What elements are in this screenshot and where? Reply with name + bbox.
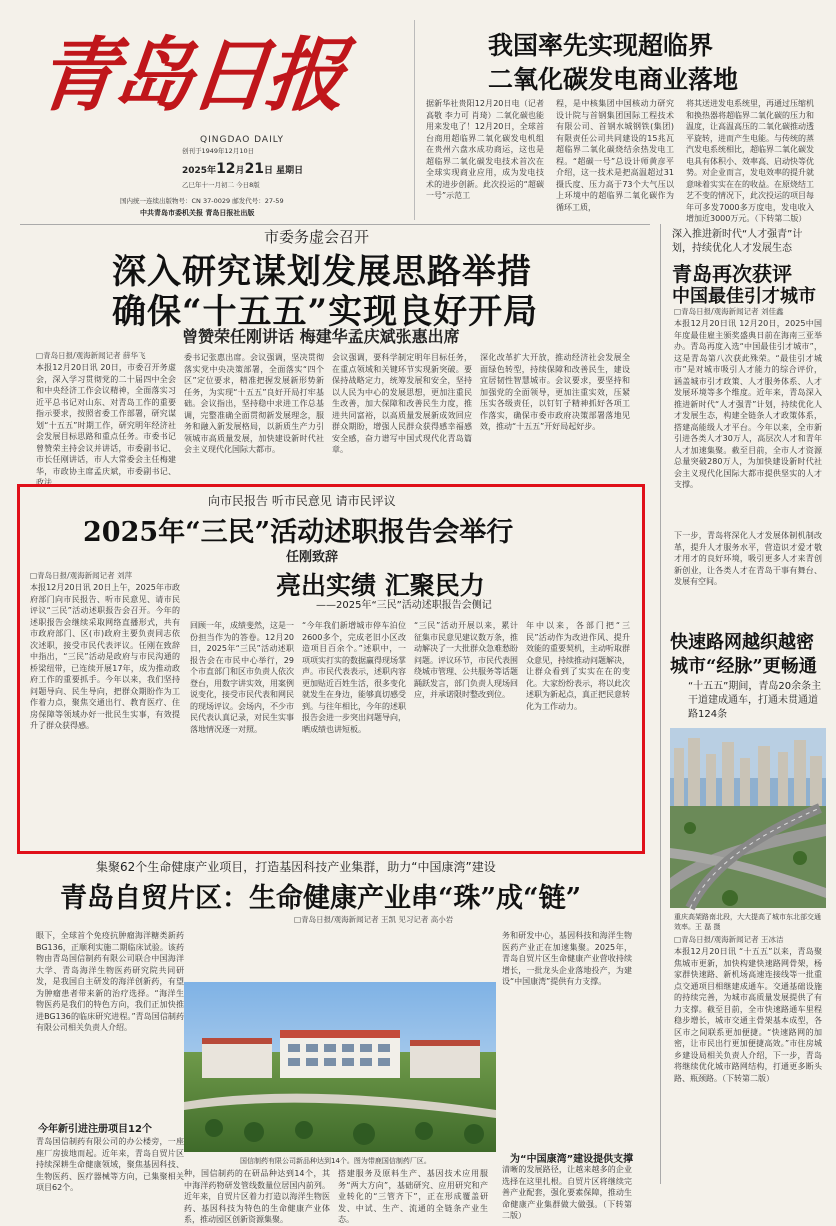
factory-photo-illustration bbox=[184, 982, 496, 1152]
bottom-title: 青岛自贸片区：生命健康产业串“珠”成“链” bbox=[60, 883, 582, 914]
road-body: 本报12月20日讯 “十五五”以来，青岛聚焦城市更新，加快构建快速路网骨架，杨家群快速路、新机场高速连接线等一批重点交通项目相继建成通车。交通基础设施的持续完善，为城市高质量发展提供了有力支撑。截至目前，全市快速路通车里程稳步增长，城市交通主骨架基本成型，各区市之间联系更加便捷。“快速路网的加密，让市民出行更加便捷高效。”市住房城乡建设局相关负责人介绍，下一步，青岛将继续优化城市路网结构，打通更多断头路、瓶颈路。（下转第二版） bbox=[674, 947, 822, 1083]
bottom-byline: □青岛日报/观海新闻记者 王凯 见习记者 高小岩 bbox=[294, 915, 454, 924]
bottom-column-4b: 清晰的发展路径，让越来越多的企业选择在这里扎根。自贸片区将继续完善产业配套，强化要素保障，推动生命健康产业集群做大做强。（下转第二版） bbox=[502, 1165, 632, 1220]
highlight-byline: □青岛日报/观海新闻记者 刘萍 bbox=[30, 571, 132, 580]
lunar-date: 乙巳年十一月初二 今日8版 bbox=[182, 181, 260, 189]
talent-byline: □青岛日报/观海新闻记者 刘佳鑫 bbox=[674, 307, 784, 316]
top-story-title-line1: 我国率先实现超临界 bbox=[488, 31, 714, 60]
lead-title-line2: 确保“十五五”实现良好开局 bbox=[112, 292, 539, 332]
commentary-title: 亮出实绩 汇聚民力 bbox=[276, 571, 485, 600]
lead-column-1: 本报12月20日讯 20日，市委召开务虚会，深入学习贯彻党的二十届四中全会和中央经济工作会议精神，全面落实习近平总书记对山东、对青岛工作的重要指示要求，按照省委工作部署，研究谋划“十五五”时期工作，研究明年经济社会发展目标思路和重点任务。市委书记曾赞荣主持会议并讲话，市委副书记、市长任刚讲话，市人大常委会主任梅建华，市政协主席孟庆斌，市委副书记、政法 bbox=[36, 363, 176, 487]
talent-title-line2: 中国最佳引才城市 bbox=[672, 286, 816, 307]
top-story-column-2: 程，是中核集团中国核动力研究设计院与首钢集团国际工程技术有限公司、首钢水城钢铁(集团)有限责任公司共同建设的15兆瓦超临界二氧化碳烧结余热发电工程。“超碳一号”总设计师黄彦平介绍，这一技术是把高温超过31摄氏度、压力高于73个大气压以上环境中的超临界二氧化碳作为循环工质， bbox=[556, 99, 674, 212]
top-story-column-3: 将其送进发电系统里，再通过压缩机和换热器将超临界二氧化碳的压力和温度，让高温高压的二氧化碳推动透平旋转，进而产生电能。与传统的蒸汽发电系统相比，超临界二氧化碳发电具有体积小、效率高、启动快等优势。对企业而言，发电效率的提升就意味着实实在在的收益。在原烧结工艺不变的情况下，此次投运的项目每年可多发7000多万度电，发电收入增加近3000万元。（下转第二版） bbox=[686, 99, 814, 223]
talent-kicker: 深入推进新时代“人才强青”计划，持续优化人才发展生态 bbox=[672, 229, 803, 254]
road-story[interactable] bbox=[668, 628, 828, 1188]
talent-body-2: 下一步，青岛将深化人才发展体制机制改革，提升人才服务水平，营造识才爱才敬才用才的良好环境，吸引更多人才来青创新创业，让各类人才在青岛干事有舞台、发展有空间。 bbox=[674, 531, 822, 586]
road-title-line1: 快速路网越织越密 bbox=[670, 632, 814, 653]
issue-date bbox=[182, 161, 332, 177]
issue-info bbox=[182, 146, 332, 189]
lead-column-2: 委书记张惠出席。会议强调，坚决贯彻落实党中央决策部署，全面落实“四个区”定位要求，精准把握发展新形势新任务，为实现“十五五”良好开局打牢基础。会议指出，坚持稳中求进工作总基调，完整准确全面贯彻新发展理念，服务和融入新发展格局，以新质生产力引领城市高质量发展，加快建设新时代社会主义现代化国际大都市。 bbox=[184, 353, 324, 454]
highlight-title: 2025年“三民”活动述职报告会举行 bbox=[83, 517, 514, 548]
commentary-column-1: 回顾一年，成绩斐然，这是一份担当作为的答卷。12月20日，2025年“三民”活动述职报告会在市民中心举行，29个市直部门和区市负责人依次登台，用数字讲实效，用案例说变化，接受市民代表和网民的现场评议。会场内，不少市民代表认真记录，对民生实事落地情况逐一对照。 bbox=[190, 621, 294, 734]
bottom-column-1b: 青岛国信制药有限公司的办公楼旁，一座座厂房拔地而起。近年来，青岛自贸片区持续深耕生命健康领域，聚焦基因科技、生物医药、医疗器械等方向，已集聚相关项目62个。 bbox=[36, 1137, 184, 1192]
road-byline: □青岛日报/观海新闻记者 王冰洁 bbox=[674, 935, 784, 944]
bottom-subhead: 今年新引进注册项目12个 bbox=[38, 1124, 152, 1135]
talent-body: 本报12月20日讯 12月20日，2025中国年度最佳雇主颁奖盛典日前在海南三亚举办。青岛再度入选“中国最佳引才城市”，这是青岛第八次获此殊荣。“最佳引才城市”是对城市吸引人才能力的综合评价，涵盖城市引才政策、人才服务体系、人才发展环境等多个维度。近年来，青岛深入推进新时代“人才强青”计划，持续优化人才发展生态，构建全链条人才政策体系，搭建高能级人才平台。今年以来，全市新引进各类人才30万人，高层次人才和青年人才加速集聚。截至目前，全市人才资源总量突破280万人，为加快建设新时代社会主义现代化国际大都市提供坚实的人才支撑。 bbox=[674, 319, 822, 489]
bottom-subhead-2: 为“中国康湾”建设提供支撑 bbox=[510, 1154, 634, 1165]
issue-month: 12 bbox=[216, 161, 236, 177]
top-story[interactable] bbox=[426, 20, 816, 223]
founded-date: 创刊于1949年12月10日 bbox=[182, 147, 255, 155]
highway-photo-illustration bbox=[670, 728, 826, 908]
publisher-line: 中共青岛市委机关报 青岛日报社出版 bbox=[140, 209, 255, 217]
issue-weekday: 日 星期日 bbox=[264, 166, 304, 176]
photo-caption: 国信制药有限公司新品种达到14个。图为带鹿国信制药厂区。 bbox=[240, 1157, 431, 1165]
bottom-column-3: 搭建服务及原料生产、基因技术应用服务“两大方向”，基础研究、应用研究和产业转化的“三管齐下”，正在形成覆盖研发、中试、生产、流通的全链条产业生态。 bbox=[338, 1169, 488, 1224]
highlight-subtitle: 任刚致辞 bbox=[286, 550, 339, 565]
bottom-kicker: 集聚62个生命健康产业项目，打造基因科技产业集群，助力“中国康湾”建设 bbox=[96, 860, 496, 874]
lead-kicker: 市委务虚会召开 bbox=[264, 228, 370, 246]
bottom-column-4: 务和研发中心，基因科技和海洋生物医药产业正在加速集聚。2025年，青岛自贸片区生命健康产业营收持续增长，一批龙头企业落地投产，为建设“中国康湾”提供有力支撑。 bbox=[502, 931, 632, 986]
bottom-column-1: 眼下，全球首个免疫抗肿瘤海洋糖类新药BG136，正顺利实施二期临床试验。该药物由青岛国信制药有限公司联合中国海洋大学、青岛海洋生物医药研究院共同研发，是我国自主研发的海洋创新药，有望为肿瘤患者带来新的治疗选择。“海洋生物医药是我们的特色方向，我们正加快推进BG136的临床研究进程。”青岛国信制药有限公司相关负责人介绍。 bbox=[36, 931, 184, 1032]
commentary-subtitle: ——2025年“三民”活动述职报告会侧记 bbox=[316, 600, 492, 611]
lead-byline: □青岛日报/观海新闻记者 薛华飞 bbox=[36, 351, 146, 360]
cn-number: 国内统一连续出版物号：CN 37-0029 邮发代号：27-59 bbox=[120, 197, 284, 205]
issue-day: 21 bbox=[244, 161, 265, 177]
issue-month-unit: 月 bbox=[235, 166, 245, 176]
newspaper-logo: 青岛日报 bbox=[33, 28, 347, 122]
bottom-story[interactable] bbox=[20, 858, 650, 1224]
road-photo-caption: 重庆高架路南北段，大大提高了城市东北部交通效率。王 磊 摄 bbox=[674, 913, 821, 931]
commentary-column-2: “今年我们新增城市停车泊位2600多个，完成老旧小区改造项目百余个。”述职中，一项项实打实的数据赢得现场掌声。市民代表表示，述职内容更加贴近百姓生活，很多变化就发生在身边，能够真切感受到。与往年相比，今年的述职报告会进一步突出问题导向，晒成绩也讲短板。 bbox=[302, 621, 406, 734]
top-story-column-1: 据新华社贵阳12月20日电（记者 高敬 李力可 肖琦）二氧化碳也能用来发电了！12月20日，全球首台商用超临界二氧化碳发电机组在贵州六盘水成功商运，这也是超临界二氧化碳发电技术首次在全球实现商业应用，成为发电技术的进步创新。此次投运的“超碳一号”示范工 bbox=[426, 99, 544, 200]
bottom-column-2: 种，国信制药的在研品种达到14个，其中海洋药物研发管线数量位居国内前列。近年来，自贸片区着力打造以海洋生物医药、基因科技为特色的生命健康产业体系，推动园区创新资源集聚。 bbox=[184, 1169, 330, 1224]
commentary-column-3: “三民”活动开展以来，累计征集市民意见建议数万条，推动解决了一大批群众急难愁盼问题。评议环节，市民代表围绕城市管理、公共服务等话题踊跃发言，部门负责人现场回应，并承诺限时整改到位。 bbox=[414, 621, 518, 699]
lead-column-4: 深化改革扩大开放，推动经济社会发展全面绿色转型，持续保障和改善民生，建设宜居韧性智慧城市。会议要求，要坚持和加强党的全面领导，更加注重实效，压紧压实各级责任，以钉钉子精神抓好各项工作落实，确保市委市政府决策部署落地见效，推动“十五五”开好局起好步。 bbox=[480, 353, 630, 431]
road-deck: “十五五”期间，青岛20余条主干道建成通车，打通未贯通道路124条 bbox=[688, 681, 822, 720]
lead-column-3: 会议强调，要科学制定明年目标任务，在重点领域和关键环节实现新突破。要保持战略定力，统筹发展和安全，坚持以人民为中心的发展思想，更加注重民生改善，加大保障和改善民生力度，推进共同富裕，以高质量发展新成效回应群众期盼，增强人民群众获得感幸福感安全感，奋力谱写中国式现代化青岛篇章。 bbox=[332, 353, 472, 454]
factory-photo bbox=[184, 982, 496, 1152]
issue-year: 2025年 bbox=[182, 166, 217, 176]
road-title-line2: 城市“经脉”更畅通 bbox=[670, 656, 817, 677]
highlight-left-column: 本报12月20日讯 20日上午，2025年市政府部门向市民报告、听市民意见、请市民评议“三民”活动述职报告会召开。今年的述职报告会继续采取网络直播形式，共有市政府部门、区(市)政府主要负责同志依次述职，接受市民代表评议。任刚在致辞中指出，“三民”活动是政府与市民沟通的桥梁纽带，已连续开展17年，成为推动政府工作的重要抓手。今年以来，我们坚持问题导向、民生导向，把群众期盼作为工作着力点，聚焦交通出行、教育医疗、住房保障等领域办好一批民生实事，有效提升了群众获得感。 bbox=[30, 583, 180, 730]
highlight-story[interactable] bbox=[28, 490, 634, 842]
commentary-column-4: 年中以来，各部门把“三民”活动作为改进作风、提升效能的重要契机，主动听取群众意见，持续推动问题解决，让群众看到了实实在在的变化。大家纷纷表示，将以此次述职为新起点，真正把民意转化为工作动力。 bbox=[526, 621, 630, 711]
lead-subtitle: 曾赞荣任刚讲话 梅建华孟庆斌张惠出席 bbox=[182, 327, 460, 346]
right-column-rule bbox=[660, 224, 661, 1184]
highlight-kicker: 向市民报告 听市民意见 请市民评议 bbox=[208, 494, 396, 508]
lead-title-line1: 深入研究谋划发展思路举措 bbox=[112, 252, 532, 292]
talent-title-line1: 青岛再次获评 bbox=[672, 262, 792, 286]
highway-photo bbox=[670, 728, 826, 908]
top-story-title-line2: 二氧化碳发电商业落地 bbox=[488, 65, 739, 94]
talent-story[interactable] bbox=[668, 226, 828, 616]
masthead-pinyin: QINGDAO DAILY bbox=[200, 135, 285, 145]
top-story-rule bbox=[414, 20, 415, 220]
lead-story[interactable] bbox=[20, 224, 650, 487]
